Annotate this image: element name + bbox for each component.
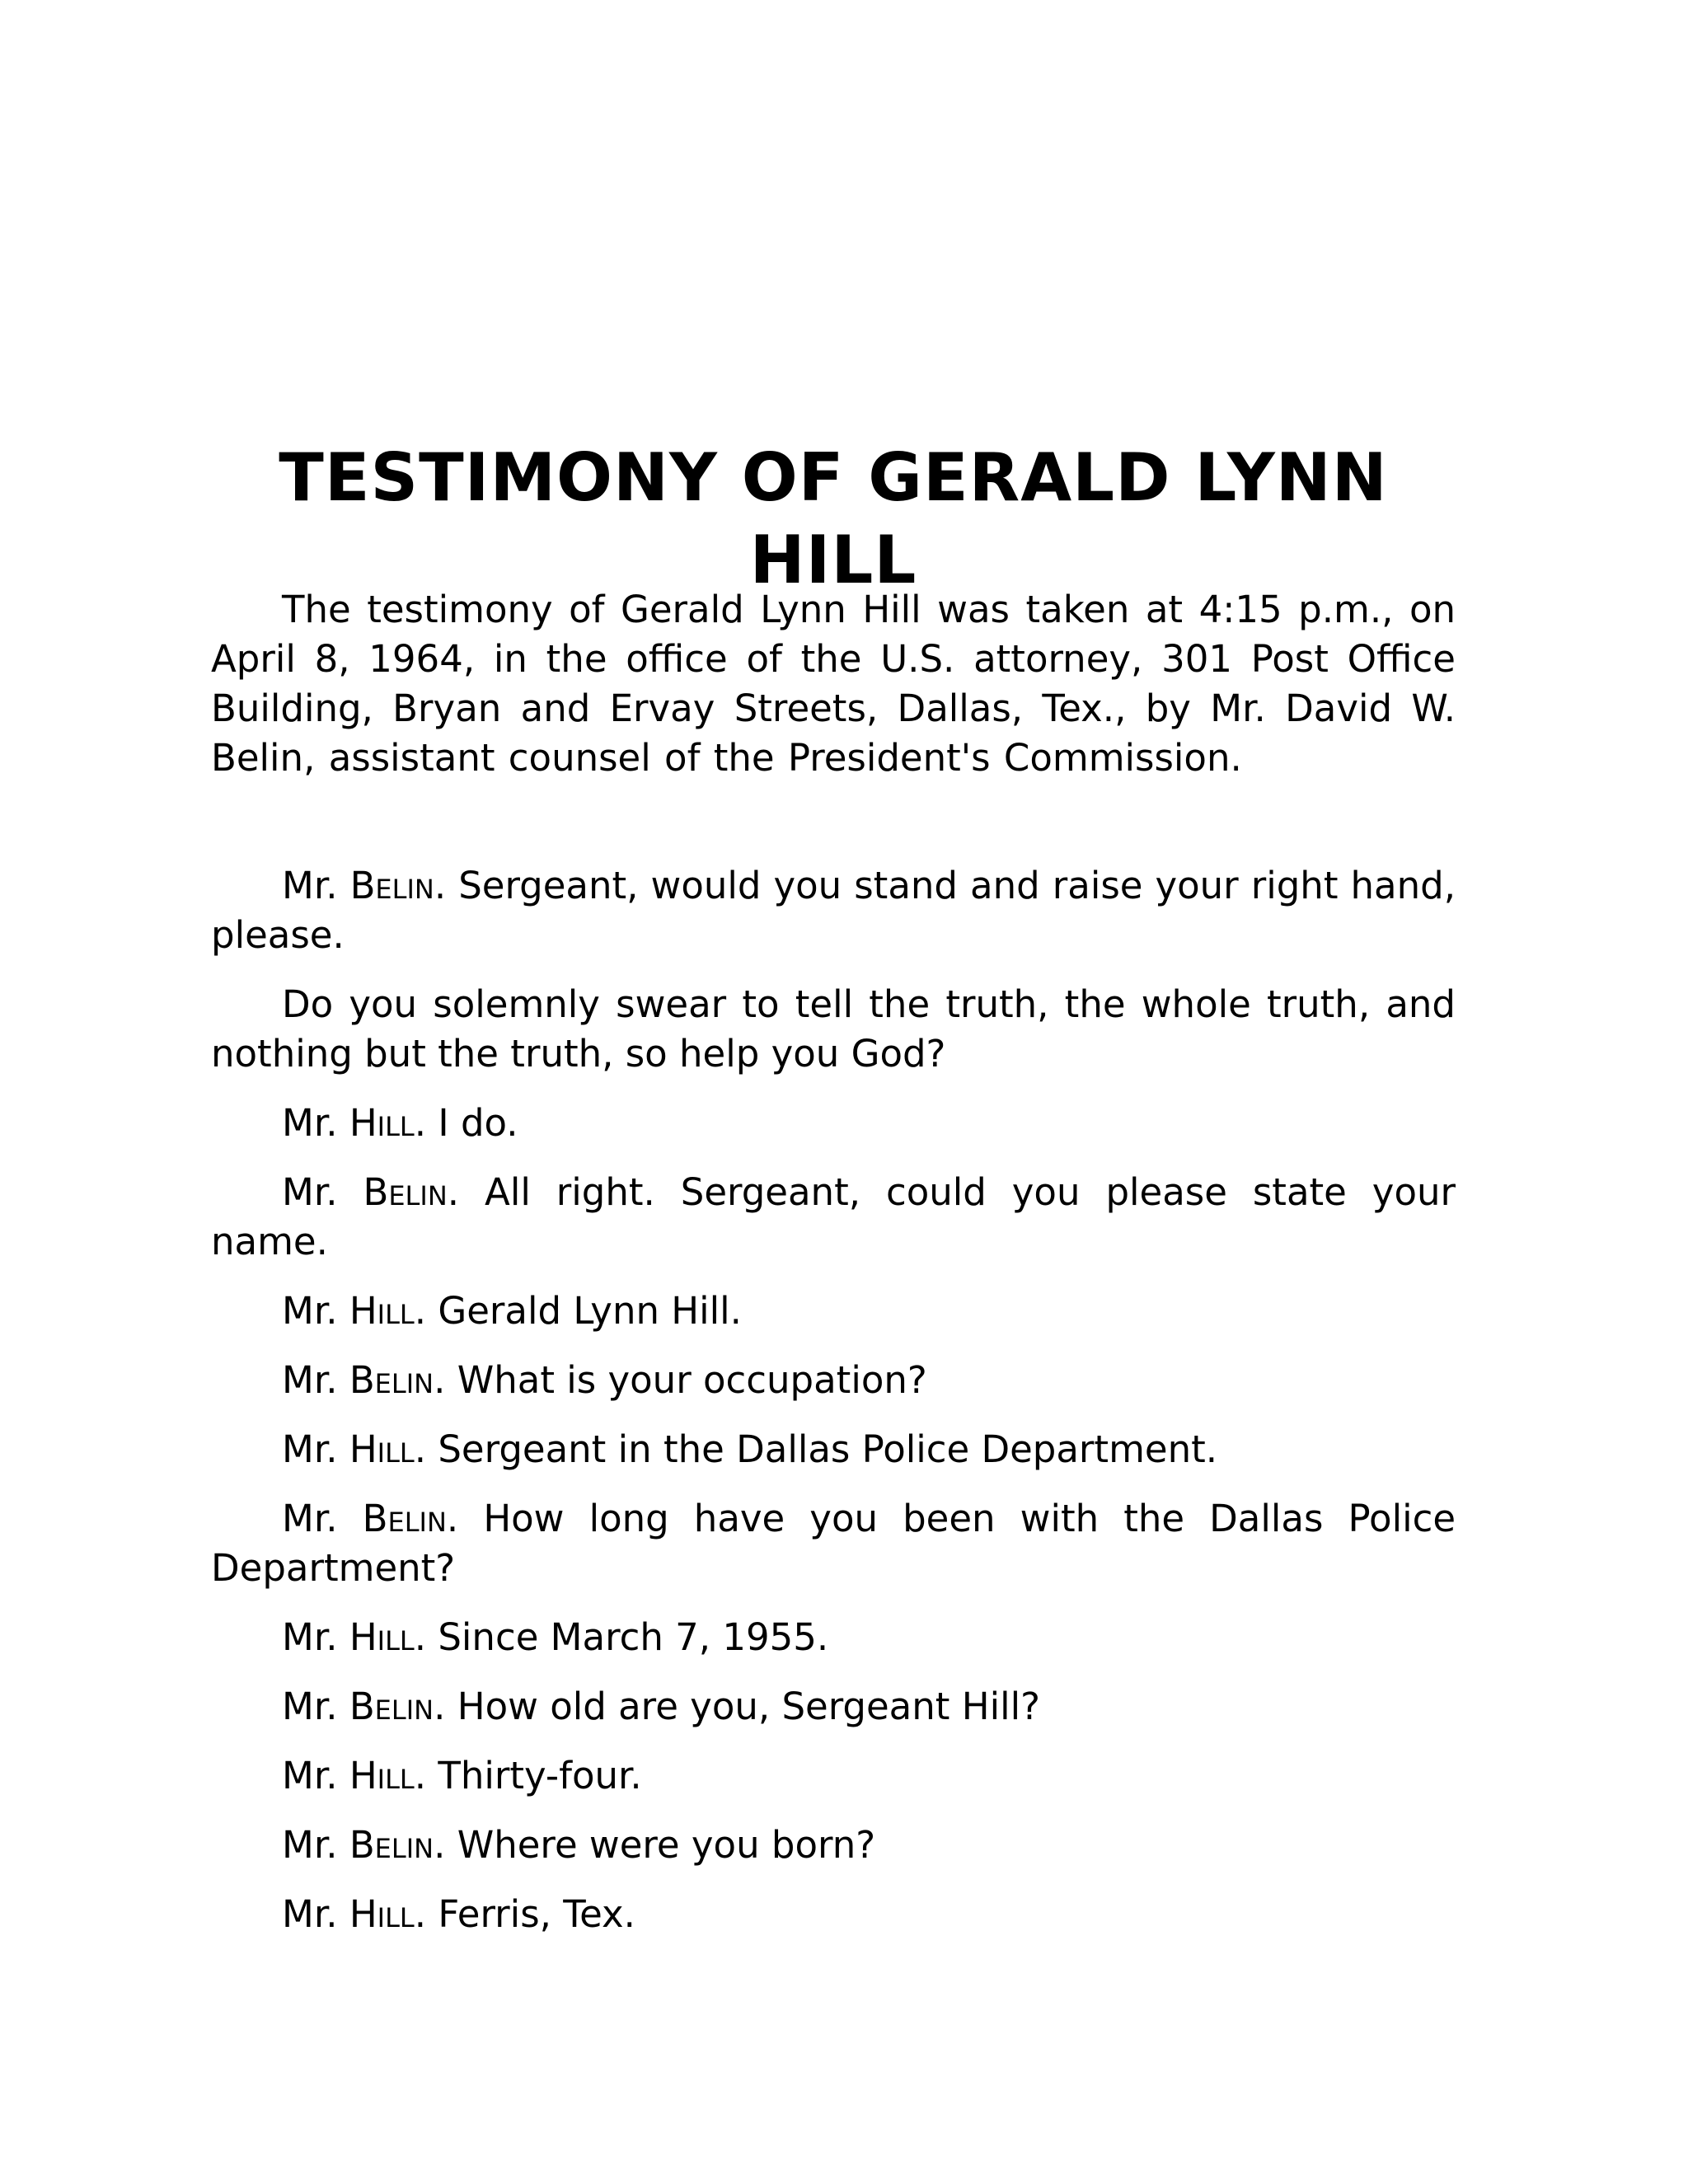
honorific: Mr. (282, 1823, 349, 1867)
speaker-name: Belin (349, 1358, 434, 1402)
dialogue-paragraph (211, 1494, 1456, 1593)
speaker-period: . (446, 1497, 459, 1540)
dialogue-text: Gerald Lynn Hill. (426, 1289, 742, 1333)
speaker-period: . (434, 1358, 446, 1402)
document-title: TESTIMONY OF GERALD LYNN HILL (279, 439, 1388, 598)
dialogue-paragraph (211, 1425, 1456, 1474)
speaker-period: . (434, 1685, 446, 1728)
speaker-name: Hill (349, 1427, 415, 1471)
dialogue-text: How old are you, Sergeant Hill? (445, 1685, 1040, 1728)
dialogue-text: All right. Sergeant, could you please state your name. (211, 1170, 1456, 1263)
dialogue-paragraph (211, 1286, 1456, 1336)
dialogue-text: Thirty-four. (426, 1754, 642, 1797)
dialogue-paragraph (211, 1099, 1456, 1148)
dialogue-paragraph (211, 1168, 1456, 1267)
speaker-name: Belin (349, 1823, 434, 1867)
dialogue-paragraph (211, 1751, 1456, 1801)
dialogue-paragraph (211, 1356, 1456, 1405)
dialogue-text: What is your occupation? (445, 1358, 927, 1402)
honorific: Mr. (282, 1358, 349, 1402)
dialogue-text: Do you solemnly swear to tell the truth, the whole truth, and nothing but the truth, so help you God? (211, 982, 1456, 1076)
speaker-period: . (414, 1615, 427, 1659)
dialogue-text: Since March 7, 1955. (426, 1615, 829, 1659)
dialogue-text: How long have you been with the Dallas Police Department? (211, 1497, 1456, 1590)
honorific: Mr. (282, 1685, 349, 1728)
dialogue-text: Ferris, Tex. (426, 1892, 635, 1936)
speaker-period: . (434, 1823, 446, 1867)
honorific: Mr. (282, 1754, 349, 1797)
honorific: Mr. (282, 1892, 349, 1936)
honorific: Mr. (282, 1427, 349, 1471)
dialogue-paragraph (211, 1890, 1456, 1939)
speaker-name: Belin (363, 1170, 448, 1214)
speaker-name: Hill (349, 1615, 415, 1659)
speaker-period: . (434, 864, 447, 907)
honorific: Mr. (282, 1289, 349, 1333)
dialogue-text: Sergeant in the Dallas Police Department. (426, 1427, 1218, 1471)
speaker-name: Hill (349, 1754, 415, 1797)
speaker-name: Belin (362, 1497, 447, 1540)
dialogue-text: Where were you born? (445, 1823, 876, 1867)
dialogue-text: Sergeant, would you stand and raise your right hand, please. (211, 864, 1456, 957)
dialogue-paragraph (211, 861, 1456, 960)
speaker-period: . (414, 1101, 427, 1145)
honorific: Mr. (282, 1497, 363, 1540)
speaker-name: Belin (349, 1685, 434, 1728)
testimony-dialogue (211, 861, 1456, 1959)
intro-paragraph: The testimony of Gerald Lynn Hill was taken at 4:15 p.m., on April 8, 1964, in the office of the U.S. attorney, 301 Post Office Building, Bryan and Ervay Streets, Dallas, Tex., by Mr. David W. Belin, assistant counsel of the President's Commission. (211, 588, 1456, 780)
dialogue-paragraph (211, 980, 1456, 1079)
dialogue-text: I do. (426, 1101, 518, 1145)
speaker-name: Hill (349, 1289, 415, 1333)
speaker-period: . (414, 1754, 427, 1797)
speaker-period: . (414, 1427, 427, 1471)
speaker-name: Belin (349, 864, 434, 907)
speaker-period: . (414, 1892, 427, 1936)
honorific: Mr. (282, 1101, 349, 1145)
honorific: Mr. (282, 1170, 363, 1214)
dialogue-paragraph (211, 1613, 1456, 1662)
speaker-name: Hill (349, 1101, 415, 1145)
dialogue-paragraph (211, 1821, 1456, 1870)
honorific: Mr. (282, 864, 350, 907)
speaker-period: . (414, 1289, 427, 1333)
speaker-name: Hill (349, 1892, 415, 1936)
dialogue-paragraph (211, 1682, 1456, 1732)
honorific: Mr. (282, 1615, 349, 1659)
speaker-period: . (447, 1170, 460, 1214)
